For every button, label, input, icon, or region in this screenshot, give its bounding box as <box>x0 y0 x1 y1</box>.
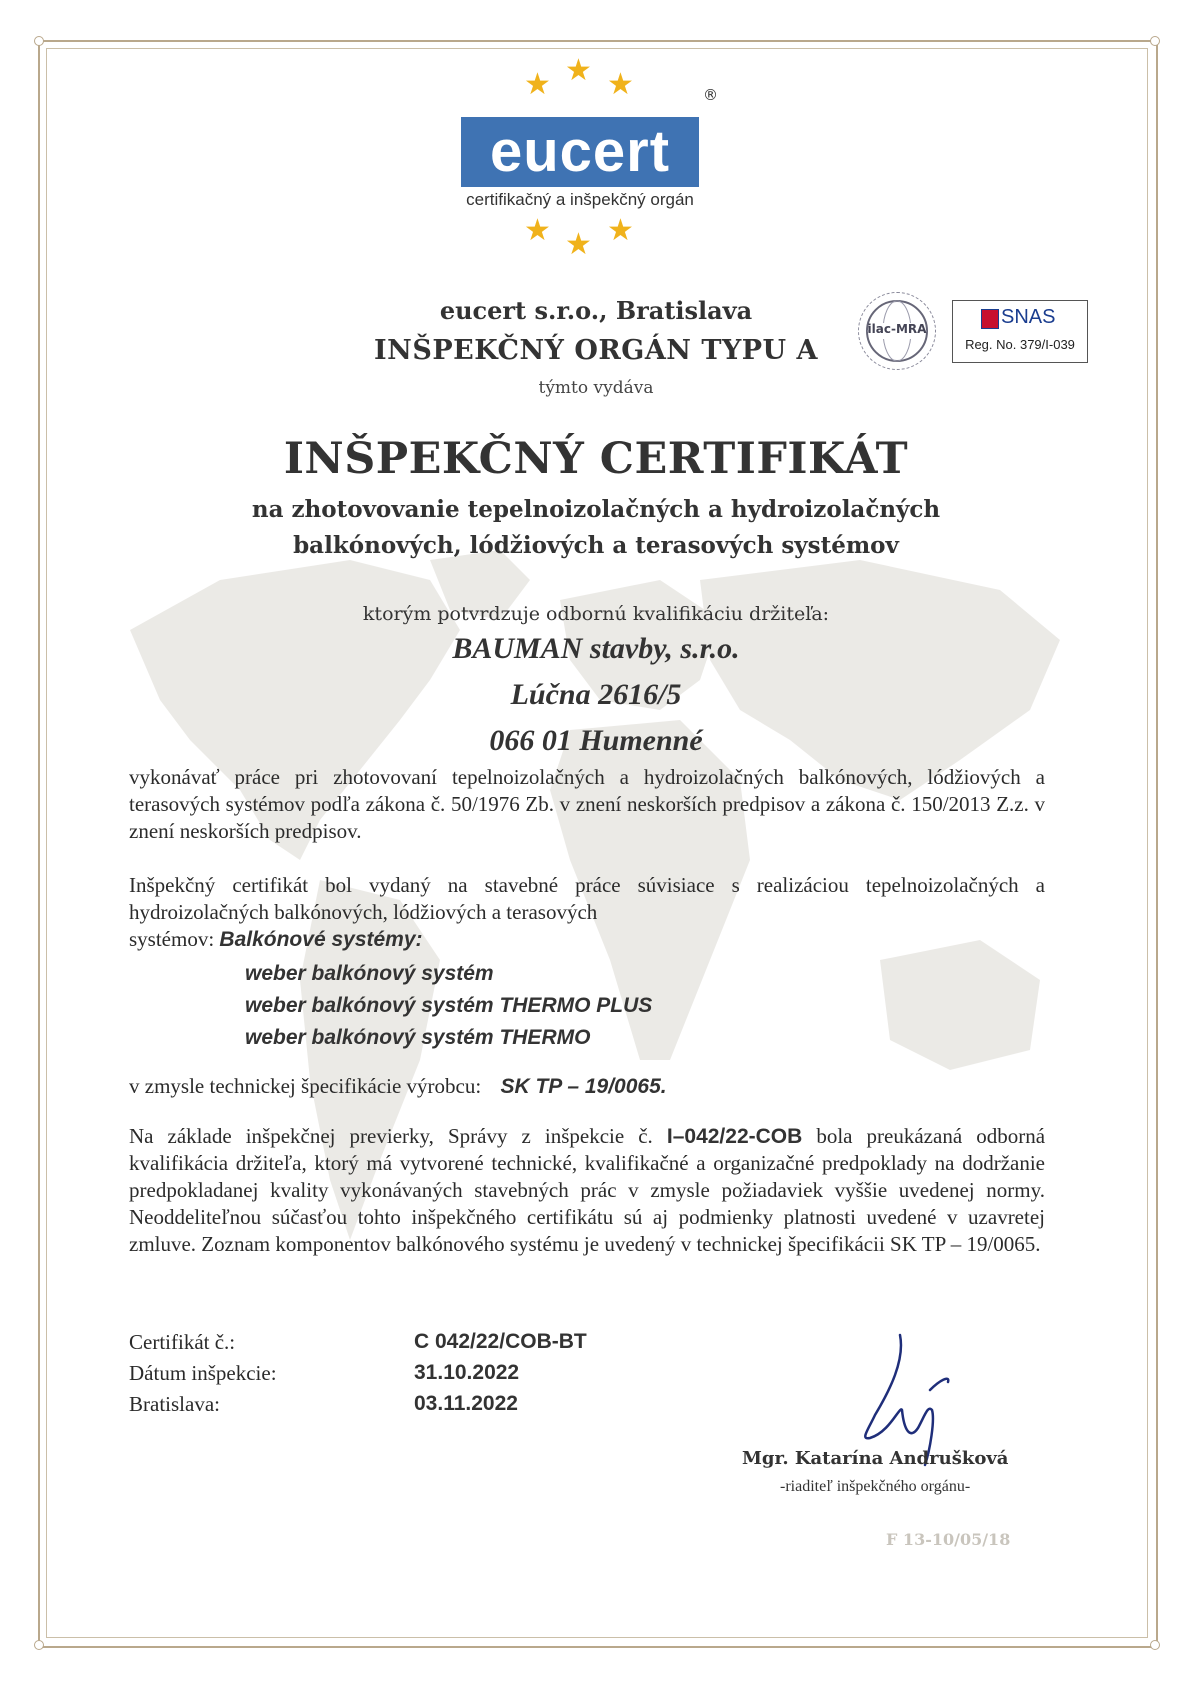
spec-code: SK TP – 19/0065. <box>500 1075 667 1098</box>
inspection-report-code: I–042/22-COB <box>666 1125 803 1148</box>
snas-label: SNAS <box>1001 306 1056 328</box>
logo-subtitle: certifikačný a inšpekčný orgán <box>466 190 694 209</box>
confirm-text: ktorým potvrdzuje odbornú kvalifikáciu držiteľa: <box>362 603 830 625</box>
certificate-title: INŠPEKČNÝ CERTIFIKÁT <box>283 434 909 484</box>
form-code: F 13-10/05/18 <box>886 1530 1011 1549</box>
inspection-date-value: 31.10.2022 <box>414 1361 520 1384</box>
eucert-logo: eucert <box>461 117 699 187</box>
paragraph-inspection <box>129 1123 1045 1258</box>
systems-heading: Balkónové systémy: <box>219 928 423 951</box>
paragraph-scope-text: vykonávať práce pri zhotovovaní tepelnoizolačných a hydroizolačných balkónových, lódžiových a terasových systémov podľa zákona č. 50/1976 Zb. v znení neskorších predpisov a zákona č. 150/2013 Z.z. v znení neskorších predpisov. <box>129 765 1045 843</box>
star-icon: ★ <box>565 227 592 262</box>
spec-text: v zmysle technickej špecifikácie výrobcu: <box>129 1074 482 1098</box>
issue-date-value: 03.11.2022 <box>414 1392 518 1415</box>
paragraph-scope <box>129 764 1045 845</box>
star-icon: ★ <box>524 67 551 102</box>
holder-name: BAUMAN stavby, s.r.o. <box>452 632 740 665</box>
certificate-subtitle-line2: balkónových, lódžiových a terasových systémov <box>293 532 899 559</box>
spec-line <box>129 1074 667 1099</box>
registered-mark: ® <box>703 86 718 104</box>
system-item: weber balkónový systém THERMO <box>245 1026 591 1049</box>
world-map-watermark <box>100 540 1100 1440</box>
star-icon: ★ <box>607 213 634 248</box>
cert-number-value: C 042/22/COB-BT <box>414 1330 587 1353</box>
issuer-organ-type: INŠPEKČNÝ ORGÁN TYPU A <box>374 335 818 366</box>
frame-corner-ornament <box>1150 1640 1160 1650</box>
signatory-role: -riaditeľ inšpekčného orgánu- <box>780 1478 971 1495</box>
ilac-label: ilac-MRA <box>867 322 927 336</box>
cert-number-label: Certifikát č.: <box>129 1330 236 1354</box>
inspection-date-label: Dátum inšpekcie: <box>129 1361 277 1385</box>
systems-prefix-line <box>129 926 423 953</box>
issues-text: týmto vydáva <box>538 378 654 398</box>
frame-corner-ornament <box>1150 36 1160 46</box>
issuer-company: eucert s.r.o., Bratislava <box>439 296 753 325</box>
star-icon: ★ <box>607 67 634 102</box>
systems-prefix: systémov: <box>129 927 215 951</box>
snas-reg-number: Reg. No. 379/I-039 <box>965 337 1075 352</box>
holder-city: 066 01 Humenné <box>489 724 703 757</box>
map-australia <box>880 940 1040 1070</box>
frame-corner-ornament <box>34 36 44 46</box>
paragraph-inspection-b: bola preukázaná odborná kvalifikácia držiteľa, ktorý má vytvorené technické, kvalifikačné a organizačné predpoklady na dodržanie predpokladanej kvality vykonávaných stavebných prác v zmysle požiadaviek vyššie uvedenej normy. Neoddeliteľnou súčasťou tohto inšpekčného certifikátu sú aj podmienky platnosti uvedené v uzavretej zmluve. Zoznam komponentov balkónového systému je uvedený v technickej špecifikácii SK TP – 19/0065. <box>129 1124 1046 1256</box>
paragraph-issued <box>129 872 1045 926</box>
star-icon: ★ <box>565 53 592 88</box>
frame-corner-ornament <box>34 1640 44 1650</box>
star-icon: ★ <box>524 213 551 248</box>
issue-place-label: Bratislava: <box>129 1392 220 1416</box>
paragraph-issued-text: Inšpekčný certifikát bol vydaný na stavebné práce súvisiace s realizáciou tepelnoizolačných a hydroizolačných balkónových, lódžiových a terasových <box>129 873 1045 924</box>
system-item: weber balkónový systém <box>245 962 494 985</box>
holder-street: Lúčna 2616/5 <box>510 678 682 711</box>
paragraph-inspection-a: Na základe inšpekčnej previerky, Správy z inšpekcie č. <box>129 1124 653 1148</box>
certificate-subtitle-line1: na zhotovovanie tepelnoizolačných a hydroizolačných <box>251 496 941 523</box>
system-item: weber balkónový systém THERMO PLUS <box>245 994 653 1017</box>
signatory-name: Mgr. Katarína Andrušková <box>742 1448 1009 1469</box>
